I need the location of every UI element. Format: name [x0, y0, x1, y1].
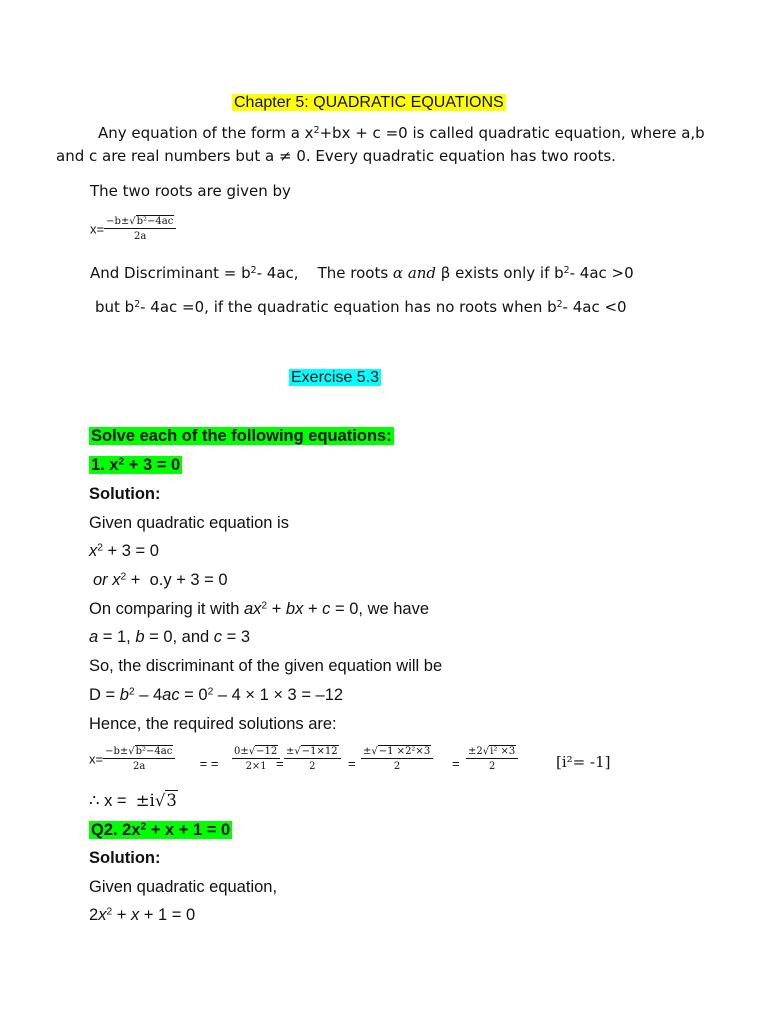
question-2-equation: $2x^2 + x + 1 = 0$	[89, 906, 196, 924]
equals-sign-3: =	[348, 756, 356, 771]
solution-step-5: $\frac{\text{±2√i² ×3}}{2}$	[466, 746, 518, 772]
question-1-solution-label: Solution:	[89, 485, 161, 503]
equals-sign-4: =	[452, 756, 460, 771]
solution-step-4: $\frac{\text{±√−1 ×2²×3}}{2}$	[361, 746, 433, 772]
question-2-heading: Q2. $2x^2 + x + 1 = 0$	[91, 821, 231, 839]
question-1-equation: $x^2 + 3 = 0$	[89, 542, 159, 560]
question-1-hence: Hence, the required solutions are:	[89, 715, 337, 733]
question-1-compare: On comparing it with $ax^2$ + bx + c = 0, we have	[89, 600, 430, 618]
question-1-values: a = 1, b = 0, and c = 3	[89, 628, 251, 646]
exercise-title: Exercise 5.3	[291, 369, 380, 386]
question-1-heading: 1. $x^2 + 3 = 0$	[91, 456, 181, 474]
intro-line-1: Any equation of the form a $x^2+bx + c =0$ is called quadratic equation, where a,b	[98, 124, 705, 142]
intro-line-2: and c are real numbers but a ≠ 0. Every quadratic equation has two roots.	[56, 147, 616, 165]
no-roots-line: but $b^2-$ 4ac =0, if the quadratic equation has no roots when $b^2-$ 4ac <0	[95, 298, 627, 316]
question-1-solution-formula: x= $\frac{\text{−b±√b²−4ac}}{2a}$	[89, 746, 175, 772]
question-2-solution-label: Solution:	[89, 849, 161, 867]
identity-note: [i²= -1]	[556, 753, 611, 771]
equals-sign-1: = =	[196, 756, 219, 771]
chapter-title: Chapter 5: QUADRATIC EQUATIONS	[234, 94, 504, 111]
question-1-discriminant-value: $D = b^2 - 4ac = 0^2 - 4 \times 1 \times 3 = -12$	[89, 686, 344, 704]
quadratic-formula: x= $\frac{\text{−b±√b²−4ac}}{2a}$	[90, 216, 176, 242]
question-1-equation-expanded: or $x^2 + o.y + 3 = 0$	[93, 571, 228, 589]
question-1-answer: ∴ x = ±i√3	[89, 791, 177, 810]
question-1-discriminant-intro: So, the discriminant of the given equation will be	[89, 657, 443, 675]
question-1-given: Given quadratic equation is	[89, 514, 289, 532]
solution-step-2: $\frac{0\pm√-12}{2\times 1}$	[232, 746, 280, 772]
solution-step-3: $\frac{\pm√-1\times 12}{2}$	[284, 746, 341, 772]
equals-sign-2: =	[276, 756, 284, 771]
roots-label: The two roots are given by	[90, 182, 291, 200]
discriminant-line: And Discriminant = $b^2-$ 4ac, The roots α and β exists only if $b^2-$ 4ac >0	[90, 264, 634, 282]
instruction-heading: Solve each of the following equations:	[91, 427, 392, 445]
question-2-given: Given quadratic equation,	[89, 878, 278, 896]
